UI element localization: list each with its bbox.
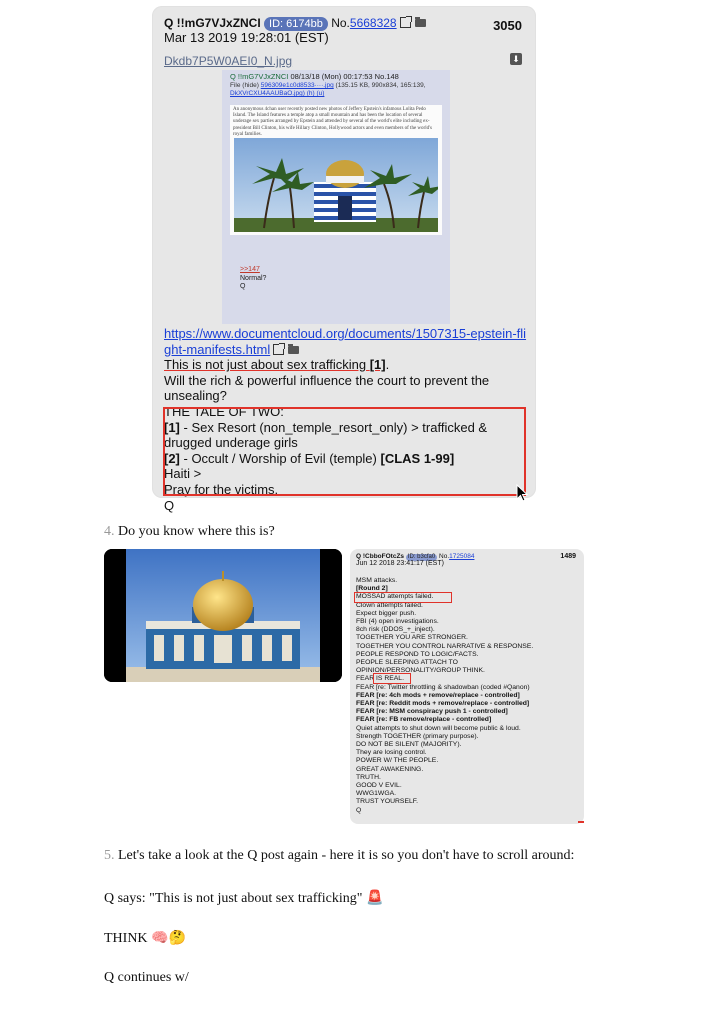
article-text: An anonymous 4chan user recently posted new photos of Jeffery Epstein's infamous Lolita Pedo Island. The Island features a temple atop a small mountain and has been the location of several underage sex parties arranged by Epstein and attended by several of the world's elite including ex-president Bill Clinton, his wife Hillary Clinton, Hollywood actors and even members of the world's royal families. [233, 107, 432, 137]
external-link-icon[interactable] [273, 344, 284, 355]
item-1-tag: [1] [164, 419, 180, 435]
reply-link[interactable]: >>147 [240, 266, 260, 273]
list-item-4 [104, 524, 275, 540]
poster-name: Q !CbboFOtcZs [356, 553, 405, 560]
q-post-card [152, 6, 536, 513]
post-line: FEAR IS REAL. [356, 675, 404, 683]
highlight-box-is-real [373, 673, 411, 684]
file-link: 596309e1c0d8533····.jpg [260, 82, 334, 89]
highlight-box [163, 407, 526, 496]
mouse-cursor-icon [516, 484, 530, 507]
post-line: MSM attacks. [356, 577, 398, 584]
post-line: PEOPLE RESPOND TO LOGIC/FACTS. [356, 650, 479, 658]
pray-line: Pray for the victims. [164, 481, 279, 497]
post-date: Mar 13 2019 19:28:01 (EST) [164, 30, 329, 45]
body-line-3: THE TALE OF TWO: [164, 403, 284, 419]
haiti-line: Haiti > [164, 466, 202, 482]
post-line: OPINION/PERSONALITY/GROUP THINK. [356, 667, 485, 675]
folder-icon[interactable] [288, 346, 299, 354]
post-line: POWER W/ THE PEOPLE. [356, 757, 439, 765]
post-line: TRUTH. [356, 773, 381, 781]
list-number: 5. [104, 848, 115, 863]
post-number-link[interactable]: 5668328 [349, 16, 397, 30]
post-line: FEAR [re: Reddit mods + remove/replace - controlled] [356, 700, 530, 708]
highlight-edge [578, 821, 584, 823]
body-line-2: Will the rich & powerful influence the court to prevent the unsealing? [164, 372, 490, 404]
post-line: Quiet attempts to shut down will become public & loud. [356, 724, 521, 732]
post-number-link[interactable]: 1725084 [449, 553, 475, 560]
embedded-post-meta: 08/13/18 (Mon) 00:17:53 No.148 [290, 72, 399, 81]
post-line: FEAR [re: MSM conspiracy push 1 - controlled] [356, 708, 508, 716]
list-item-text: Do you know where this is? [118, 524, 275, 539]
file-original-name: DkXVrCXU4AAUBaO.jpg) (h) (u) [230, 90, 325, 97]
body-line-1-text: This is not just about sex trafficking [164, 357, 370, 373]
paragraph-think: THINK 🧠🤔 [104, 931, 186, 946]
paragraph-q-continues: Q continues w/ [104, 970, 189, 985]
post-line: [Round 2] [356, 585, 388, 593]
document-cloud-link[interactable]: https://www.documentcloud.org/documents/1507315-epstein-flight-manifests.html [164, 326, 527, 357]
file-hide-link: (hide) [242, 82, 259, 89]
post-body [356, 577, 581, 815]
post-line: Expect bigger push. [356, 609, 417, 617]
poster-name: Q !!mG7VJxZNCI [164, 16, 261, 30]
q-post-card-2 [350, 549, 584, 824]
embedded-post-header [230, 72, 399, 81]
folder-icon[interactable] [415, 19, 426, 27]
signature: Q [164, 497, 175, 513]
post-line: MOSSAD attempts failed. [356, 593, 434, 601]
body-line-1-tag: [1] [369, 357, 386, 373]
body-line-1 [164, 357, 386, 372]
poster-id-badge[interactable]: ID: 6174bb [264, 17, 328, 31]
post-line: Q [356, 806, 362, 814]
post-line: TOGETHER YOU ARE STRONGER. [356, 634, 468, 642]
list-number: 4. [104, 524, 115, 539]
reply-line-2: Q [240, 283, 246, 290]
external-link-icon[interactable] [400, 17, 411, 28]
post-line: They are losing control. [356, 749, 427, 757]
dome-of-the-rock-photo[interactable] [104, 549, 342, 682]
file-label: File [230, 82, 243, 89]
post-line: TRUST YOURSELF. [356, 798, 419, 806]
poster-id-badge[interactable]: ID: b3cfa0 [407, 554, 436, 560]
reply-count: 3050 [493, 18, 522, 33]
island-temple-photo [234, 138, 438, 232]
post-line: GREAT AWAKENING. [356, 765, 424, 773]
reply-count: 1489 [560, 553, 576, 560]
list-item-5 [104, 848, 574, 864]
post-line: Clown attempts failed. [356, 601, 423, 609]
post-line: Strength TOGETHER (primary purpose). [356, 732, 479, 740]
post-number-prefix: No. [439, 553, 450, 560]
post-line: PEOPLE SLEEPING ATTACH TO [356, 659, 458, 667]
post-line: FEAR [re: 4ch mods + remove/replace - controlled] [356, 691, 520, 699]
post-line: DO NOT BE SILENT (MAJORITY). [356, 741, 462, 749]
reply-line-1: Normal? [240, 274, 267, 282]
post-line: GOOD V EVIL. [356, 782, 402, 790]
post-date: Jun 12 2018 23:41:17 (EST) [356, 560, 444, 567]
item-1-text: - Sex Resort (non_temple_resort_only) > trafficked & drugged underage girls [164, 419, 488, 451]
embedded-post-image[interactable] [222, 70, 450, 324]
list-item-text: Let's take a look at the Q post again - here it is so you don't have to scroll around: [118, 848, 575, 863]
body-line-1-end: . [385, 357, 390, 373]
post-header [164, 16, 426, 31]
item-2-bold: [CLAS 1-99] [380, 450, 455, 466]
attachment-filename[interactable]: Dkdb7P5W0AEI0_N.jpg [164, 54, 293, 68]
article-excerpt [230, 105, 442, 235]
post-line: FEAR [re: Twitter throttling & shadowban (coded #Qanon) [356, 683, 530, 691]
embedded-poster-name: Q !!mG7VJxZNCI [230, 72, 289, 81]
item-2-tag: [2] [164, 450, 180, 466]
paragraph-q-says: Q says: "This is not just about sex trafficking" 🚨 [104, 891, 384, 906]
item-2-text: - Occult / Worship of Evil (temple) [179, 450, 381, 466]
post-line: WWG1WGA. [356, 790, 397, 798]
download-icon[interactable]: ⬇ [510, 53, 522, 65]
embedded-file-info [230, 82, 426, 98]
post-line: FBI (4) open investigations. [356, 618, 439, 626]
file-meta: (135.15 KB, 990x834, 165:139, [335, 82, 426, 89]
post-line: TOGETHER YOU CONTROL NARRATIVE & RESPONSE. [356, 642, 534, 650]
post-number-prefix: No. [331, 16, 350, 30]
post-line: FEAR [re: FB remove/replace - controlled] [356, 716, 492, 724]
highlight-box-mossad [354, 592, 452, 603]
post-line: 8ch risk (DDOS_+_inject). [356, 626, 435, 634]
embedded-reply [240, 266, 266, 292]
